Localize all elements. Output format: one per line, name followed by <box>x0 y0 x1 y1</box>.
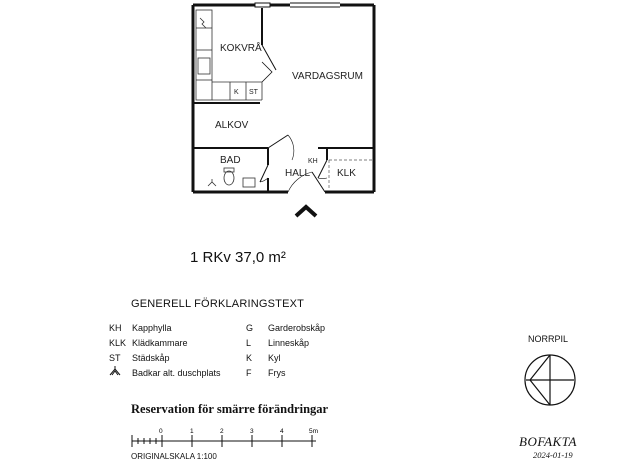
legend-code: F <box>246 368 252 378</box>
door-alkov <box>268 135 294 160</box>
shower-icon <box>109 366 132 381</box>
room-label-klk: KLK <box>337 168 356 179</box>
scale-bar <box>126 424 326 452</box>
legend-code: KH <box>109 323 122 333</box>
kitchen-wall-opening <box>262 8 276 82</box>
legend-text: Frys <box>268 368 286 378</box>
kitchen-counter <box>196 10 262 100</box>
fixture-label-kh: KH <box>308 158 318 165</box>
toilet-icon <box>224 171 234 185</box>
scale-tick-label: 0 <box>159 428 163 435</box>
closet-door <box>318 160 327 179</box>
window-kitchen <box>255 3 270 7</box>
bathroom-fixtures <box>208 168 255 187</box>
room-label-vardagsrum: VARDAGSRUM <box>292 71 363 82</box>
shower-icon <box>208 179 216 186</box>
legend-text: Städskåp <box>132 353 170 363</box>
entrance-arrow-icon <box>296 207 316 216</box>
legend-item <box>109 351 221 366</box>
legend-right <box>246 321 325 381</box>
legend-code: G <box>246 323 254 333</box>
room-label-alkov: ALKOV <box>215 120 249 131</box>
legend-code: K <box>246 353 253 363</box>
room-label-kokvra: KOKVRÅ <box>220 43 262 54</box>
scale-tick-label: 1 <box>190 428 194 435</box>
door-bathroom <box>260 165 268 182</box>
legend-item <box>246 351 325 366</box>
legend-code: L <box>246 338 252 348</box>
north-label: NORRPIL <box>528 334 569 344</box>
room-label-bad: BAD <box>220 155 241 166</box>
scale-caption: ORIGINALSKALA 1:100 <box>131 453 217 460</box>
legend-text: Garderobskåp <box>268 323 326 333</box>
legend-item <box>109 336 221 351</box>
legend-code: KLK <box>109 338 127 348</box>
brand-date: 2024-01-19 <box>533 450 573 460</box>
legend-text: Kyl <box>268 353 281 363</box>
scale-tick-label: 3 <box>250 428 254 435</box>
scale-tick-label: 2 <box>220 428 224 435</box>
legend-left <box>109 321 221 381</box>
legend-text: Linneskåp <box>268 338 310 348</box>
reservation-note: Reservation för smärre förändringar <box>131 402 329 416</box>
scale-tick-label: 4 <box>280 428 284 435</box>
legend-item <box>246 321 325 336</box>
cooker-icon <box>200 18 206 28</box>
legend-item <box>246 366 325 381</box>
legend-item <box>109 366 221 381</box>
brand-name: BOFAKTA <box>519 434 577 449</box>
legend-item <box>109 321 221 336</box>
scale-tick-label: 5m <box>309 428 319 435</box>
legend-text: Kapphylla <box>132 323 172 333</box>
legend-item <box>246 336 325 351</box>
fixture-label-k: K <box>234 89 239 96</box>
legend-code: ST <box>109 353 121 363</box>
area-title: 1 RKv 37,0 m² <box>190 249 286 266</box>
legend-heading: GENERELL FÖRKLARINGSTEXT <box>131 298 305 310</box>
north-arrow-icon <box>522 352 578 408</box>
fixture-label-st: ST <box>249 89 258 96</box>
legend-text: Klädkammare <box>132 338 188 348</box>
sink-icon <box>243 178 255 187</box>
room-label-hall: HALL <box>285 168 311 179</box>
legend-text: Badkar alt. duschplats <box>132 368 221 378</box>
